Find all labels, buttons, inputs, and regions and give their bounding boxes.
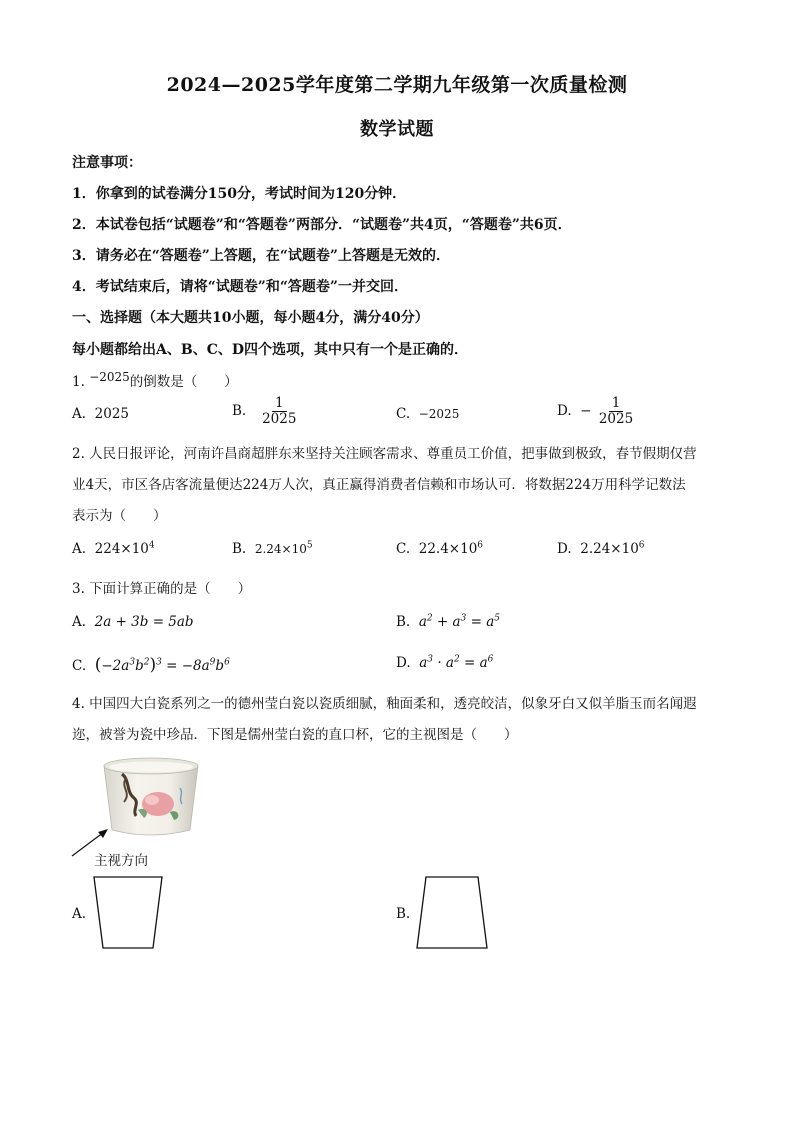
- q3-option-a[interactable]: [72, 614, 194, 630]
- q2-option-c[interactable]: [396, 541, 483, 557]
- option-label: B.: [232, 402, 247, 419]
- option-label: B.: [396, 614, 411, 630]
- q4-option-a-shape[interactable]: [90, 874, 170, 952]
- exponent: 5: [306, 540, 313, 551]
- option-value: 2.24×10: [580, 541, 639, 557]
- option-value: $a^2 + a^3 = a^5$: [418, 613, 500, 630]
- q4-line-1: 4. 中国四大白瓷系列之一的德州莹白瓷以瓷质细腻，釉面柔和，透亮皎洁，似象牙白又似羊脂玉而名闻遐: [72, 696, 697, 712]
- q2-line-2: 业4天，市区各店客流量便达224万人次，真正赢得消费者信赖和市场认可．将数据224万用科学记数法: [72, 477, 686, 493]
- notice-heading: 注意事项：: [72, 155, 142, 171]
- arrow-head-icon: [98, 829, 108, 838]
- option-label: D.: [557, 402, 572, 419]
- notice-item-3: 3．请务必在“答题卷”上答题，在“试题卷”上答题是无效的．: [72, 248, 450, 264]
- option-value: −2025: [418, 407, 460, 421]
- option-value: 2.24×10: [254, 542, 307, 556]
- option-value: 224×10: [94, 541, 149, 557]
- q1-option-a[interactable]: [72, 406, 129, 422]
- q2-line-1: 2. 人民日报评论，河南许昌商超胖东来坚持关注顾客需求、尊重员工价值，把事做到极致，春节假期仅营: [72, 446, 697, 462]
- page-subtitle: 数学试题: [360, 119, 434, 140]
- exponent: 4: [148, 540, 155, 551]
- q1-text: 的倒数是（ ）: [129, 374, 238, 390]
- option-value: 2025: [94, 406, 129, 422]
- fraction: $\frac{1}{2025}$: [262, 395, 297, 427]
- q3-option-d[interactable]: [396, 655, 493, 671]
- q1-option-c[interactable]: [396, 406, 459, 422]
- notice-item-1: 1．你拿到的试卷满分150分，考试时间为120分钟．: [72, 186, 407, 202]
- q4-line-2: 迩，被誉为瓷中珍品．下图是儒州莹白瓷的直口杯，它的主视图是（ ）: [72, 727, 518, 743]
- q2-line-3: 表示为（ ）: [72, 508, 167, 524]
- option-value: 22.4×10: [418, 541, 478, 557]
- section-instruction: 每小题都给出A、B、C、D四个选项，其中只有一个是正确的．: [72, 342, 468, 358]
- option-label: C.: [396, 406, 411, 422]
- fraction: $\frac{1}{2025}$: [598, 395, 634, 427]
- exponent: 6: [638, 540, 645, 551]
- question-number: 1.: [72, 374, 85, 390]
- option-label: C.: [396, 541, 411, 557]
- q1-expr: −2025: [89, 370, 130, 384]
- question-1: [72, 370, 238, 390]
- option-label: A.: [72, 406, 87, 422]
- q2-option-d[interactable]: [557, 541, 645, 557]
- q2-option-b[interactable]: [232, 541, 313, 557]
- q4-option-b-label[interactable]: B.: [396, 906, 411, 922]
- option-label: D.: [396, 655, 411, 671]
- q2-option-a[interactable]: [72, 541, 155, 557]
- option-label: D.: [557, 541, 572, 557]
- minus-sign: −: [580, 402, 592, 419]
- page-title: 2024—2025学年度第二学期九年级第一次质量检测: [166, 74, 628, 96]
- notice-item-2: 2．本试卷包括“试题卷”和“答题卷”两部分．“试题卷”共4页，“答题卷”共6页．: [72, 217, 572, 233]
- section-heading: 一、选择题（本大题共10小题，每小题4分，满分40分）: [72, 310, 429, 326]
- q4-option-a-label[interactable]: A.: [72, 906, 87, 922]
- view-direction-label: 主视方向: [94, 853, 148, 869]
- option-label: A.: [72, 541, 87, 557]
- option-label: C.: [72, 658, 87, 674]
- option-label: A.: [72, 614, 87, 630]
- q3-option-b[interactable]: [396, 614, 500, 630]
- q3-text: 3. 下面计算正确的是（ ）: [72, 581, 252, 597]
- q1-option-b[interactable]: [232, 396, 299, 427]
- option-label: B.: [232, 541, 247, 557]
- porcelain-cup-illustration: [60, 748, 210, 863]
- option-value: $a^3 \cdot a^2 = a^6$: [419, 654, 494, 671]
- option-value: $(-2a^3b^2)^3 = -8a^9b^6$: [94, 655, 230, 675]
- q3-option-c[interactable]: [72, 655, 230, 675]
- q1-option-d[interactable]: [557, 396, 636, 427]
- option-value: 2a + 3b = 5ab: [94, 614, 194, 630]
- q4-option-b-shape[interactable]: [414, 874, 494, 952]
- exponent: 6: [477, 540, 484, 551]
- notice-item-4: 4．考试结束后，请将“试题卷”和“答题卷”一并交回．: [72, 279, 408, 295]
